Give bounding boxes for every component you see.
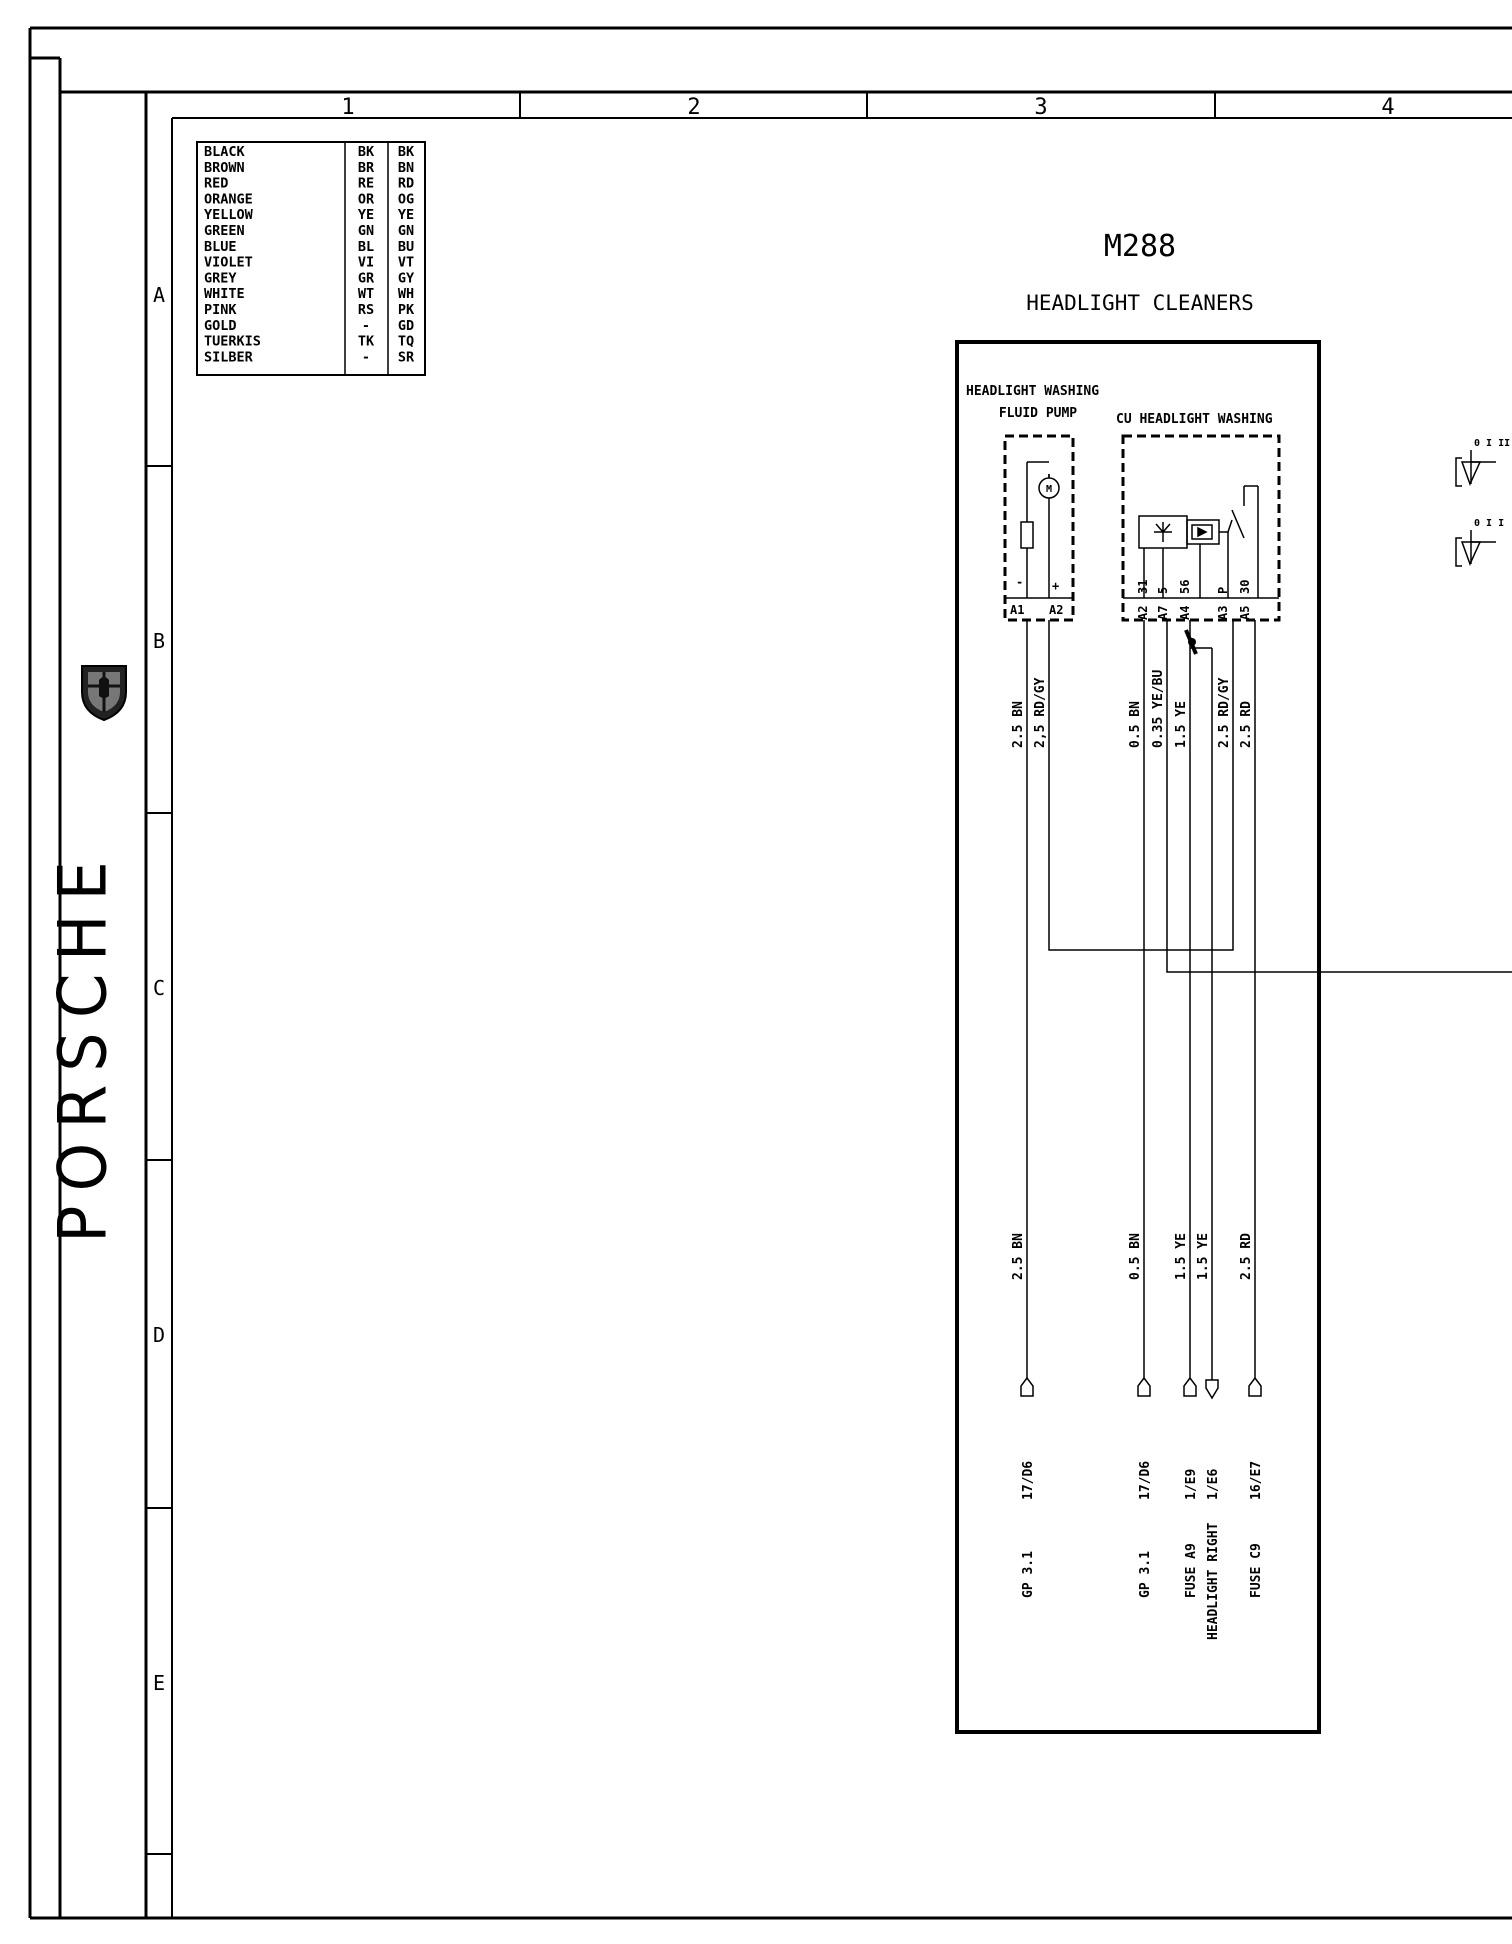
- cu-terminal-30: 30: [1238, 579, 1252, 594]
- legend-color-name: BLUE: [204, 238, 237, 255]
- legend-code-de: RE: [357, 175, 375, 192]
- legend-code-de: TK: [357, 333, 375, 350]
- porsche-crest-icon: [82, 666, 126, 720]
- column-header-4: 4: [1381, 95, 1395, 120]
- legend-code-de: RS: [357, 302, 375, 318]
- cu-terminal-31: 31: [1136, 579, 1150, 594]
- legend-color-name: SILBER: [204, 349, 253, 366]
- pump-motor-symbol: M: [1045, 484, 1053, 495]
- dest-ref: 1/E9: [1184, 1468, 1199, 1500]
- legend-code-en: WH: [397, 286, 415, 303]
- module-name: HEADLIGHT CLEANERS: [1026, 291, 1254, 315]
- legend-code-de: BK: [357, 144, 375, 160]
- legend-code-de: VI: [357, 254, 375, 271]
- legend-code-en: SR: [397, 349, 415, 366]
- module-box: [957, 342, 1319, 1732]
- pump-label-line2: FLUID PUMP: [998, 406, 1078, 421]
- wire-label-lower: 0.5 BN: [1128, 1233, 1143, 1280]
- pump-motor-icon: [1021, 462, 1059, 598]
- legend-color-name: PINK: [204, 302, 237, 318]
- wire-label-lower: 1.5 YE: [1174, 1233, 1189, 1280]
- legend-code-de: GN: [357, 223, 375, 239]
- legend-code-en: RD: [397, 175, 415, 192]
- legend-code-de: OR: [357, 191, 375, 208]
- legend-color-name: WHITE: [204, 286, 245, 303]
- wire-label-lower: 2.5 RD: [1239, 1233, 1254, 1280]
- cu-pin-a2: A2: [1136, 605, 1150, 620]
- row-headers: [153, 283, 165, 1695]
- legend-color-name: GREY: [204, 270, 237, 287]
- legend-code-en: GN: [397, 223, 415, 239]
- connector-arrow-up: [1138, 1378, 1150, 1396]
- pump-label-line1: HEADLIGHT WASHING: [966, 384, 1100, 399]
- sheet-frame: [30, 28, 1512, 1918]
- wire-label-upper: 2.5 RD/GY: [1217, 677, 1232, 748]
- legend-code-de: BR: [357, 159, 375, 176]
- wire-labels-upper: [1011, 670, 1254, 748]
- dest-ref: 1/E6: [1206, 1468, 1221, 1500]
- column-header-1: 1: [341, 95, 355, 120]
- color-legend-rows: [204, 144, 415, 365]
- legend-color-name: VIOLET: [204, 254, 253, 271]
- dest-ref: 17/D6: [1138, 1460, 1153, 1500]
- porsche-wordmark: PORSCHE: [46, 847, 119, 1243]
- legend-code-de: YE: [357, 207, 375, 224]
- legend-color-name: YELLOW: [204, 207, 253, 224]
- connector-arrows: [1021, 1378, 1261, 1398]
- wire-label-upper: 0.35 YE/BU: [1151, 669, 1166, 748]
- legend-code-en: PK: [397, 302, 415, 318]
- connector-arrow-up: [1184, 1378, 1196, 1396]
- legend-code-en: TQ: [397, 333, 415, 350]
- pump-box: [1005, 436, 1073, 620]
- row-header-a: A: [152, 283, 166, 307]
- wires: [1027, 620, 1512, 1380]
- splice-dot: [1188, 638, 1196, 646]
- legend-code-en: GY: [397, 270, 415, 287]
- cu-pin-a5: A5: [1238, 605, 1252, 620]
- control-unit-label: CU HEADLIGHT WASHING: [1116, 412, 1273, 427]
- wire-label-upper: 2,5 RD/GY: [1033, 677, 1048, 748]
- column-header-3: 3: [1034, 95, 1048, 120]
- legend-color-name: TUERKIS: [204, 333, 261, 350]
- legend-color-name: GREEN: [204, 223, 245, 239]
- legend-code-en: OG: [397, 191, 415, 208]
- row-header-b: B: [152, 629, 166, 653]
- wire-label-upper: 2.5 RD: [1239, 701, 1254, 748]
- destination-labels: [1021, 1461, 1264, 1640]
- connector-arrow-up: [1021, 1378, 1033, 1396]
- row-header-c: C: [152, 976, 166, 1000]
- legend-code-en: YE: [397, 207, 415, 224]
- cu-pin-a4: A4: [1178, 605, 1192, 620]
- legend-code-de: -: [361, 349, 371, 366]
- legend-color-name: BLACK: [204, 144, 245, 160]
- cu-terminal-5: 5: [1156, 586, 1170, 594]
- pump-pin-plus: +: [1052, 579, 1060, 593]
- control-unit-terminals: [1136, 580, 1252, 594]
- connector-arrow-up: [1249, 1378, 1261, 1396]
- dest-ref: 17/D6: [1021, 1460, 1036, 1500]
- legend-code-de: WT: [357, 286, 375, 303]
- module-code: M288: [1103, 229, 1177, 264]
- wire-labels-lower: [1011, 1233, 1254, 1280]
- cu-pin-a3: A3: [1216, 605, 1230, 620]
- connector-arrow-down: [1206, 1380, 1218, 1398]
- legend-color-name: RED: [204, 175, 229, 192]
- wire-label-upper: 2.5 BN: [1011, 701, 1026, 748]
- legend-code-de: BL: [357, 238, 375, 255]
- wire-label-lower: 2.5 BN: [1011, 1233, 1026, 1280]
- dest-name: GP 3.1: [1021, 1551, 1036, 1598]
- legend-color-name: ORANGE: [204, 191, 253, 208]
- wire-label-upper: 1.5 YE: [1174, 701, 1189, 748]
- dest-name: FUSE A9: [1184, 1543, 1199, 1598]
- row-header-d: D: [152, 1323, 166, 1347]
- control-unit-pins: [1136, 606, 1252, 620]
- legend-code-en: GD: [397, 317, 415, 334]
- row-header-e: E: [152, 1671, 166, 1695]
- legend-color-name: GOLD: [204, 317, 237, 334]
- pump-pin-minus: -: [1016, 575, 1024, 589]
- pump-pin-a2: A2: [1049, 603, 1064, 617]
- cu-terminal-p: P: [1216, 586, 1230, 594]
- legend-code-en: BU: [397, 238, 415, 255]
- dest-name: GP 3.1: [1138, 1551, 1153, 1598]
- legend-color-name: BROWN: [204, 159, 245, 176]
- column-header-2: 2: [687, 95, 701, 120]
- cu-terminal-56: 56: [1178, 579, 1192, 594]
- legend-code-de: GR: [357, 270, 375, 287]
- switch-position-label: 0 I II: [1474, 438, 1511, 449]
- dest-name: HEADLIGHT RIGHT: [1206, 1522, 1221, 1640]
- switch-position-label: 0 I I: [1474, 518, 1505, 529]
- switch-symbols-partial: [1456, 450, 1496, 566]
- legend-code-en: BK: [397, 144, 415, 160]
- wire-label-lower: 1.5 YE: [1196, 1233, 1211, 1280]
- wire-label-upper: 0.5 BN: [1128, 701, 1143, 748]
- legend-code-en: VT: [397, 254, 415, 271]
- color-legend-table: [197, 142, 425, 375]
- legend-code-de: -: [361, 317, 371, 334]
- dest-ref: 16/E7: [1249, 1460, 1264, 1500]
- pump-pin-a1: A1: [1010, 603, 1025, 617]
- legend-code-en: BN: [397, 159, 415, 176]
- dest-name: FUSE C9: [1249, 1543, 1264, 1598]
- cu-pin-a7: A7: [1156, 605, 1170, 620]
